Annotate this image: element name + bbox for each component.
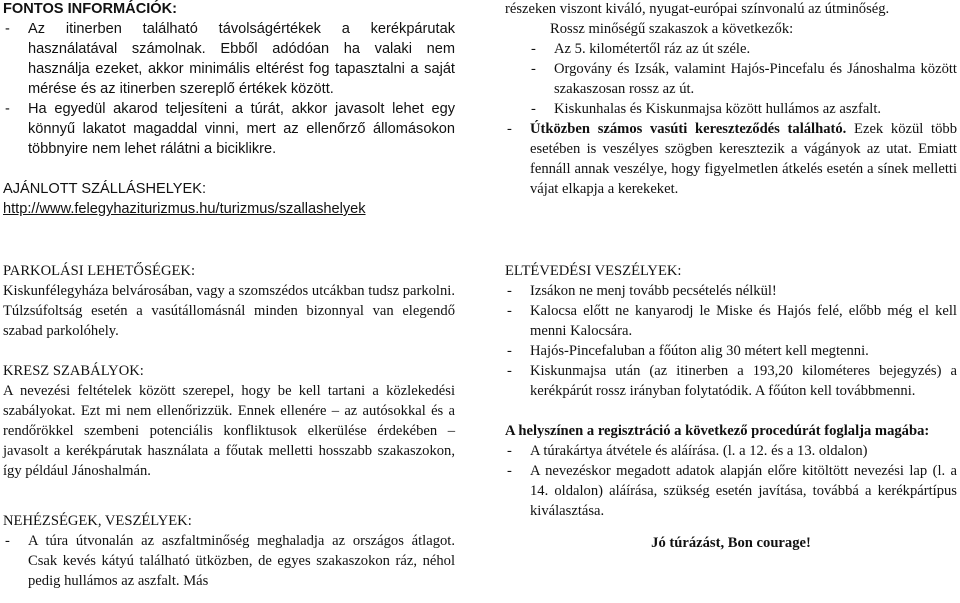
kresz-text: A nevezési feltételek között szerepel, hogy be kell tartani a közlekedési szabályokat. Ezt mi nem ellenőrizzük. Ennek ellenére – az autósokkal és a rendőrökkel szembeni potenciális konfliktusok elkerülése érdekében – javasolt a kerékpárutak használata a főutak melletti hosszabb szakaszokon, így például Jánoshalmán.	[3, 383, 455, 479]
list-item: - Kalocsa előtt ne kanyarodj le Miske és Hajós felé, előbb még el kell menni Kalocsára.	[507, 303, 957, 339]
parking-text: Kiskunfélegyháza belvárosában, vagy a szomszédos utcákban tudsz parkolni. Túlzsúfoltság esetén a vasútállomásnál minden bizonnyal van elegendő szabad parkolóhely.	[3, 283, 455, 339]
kresz-title: KRESZ SZABÁLYOK:	[3, 363, 144, 379]
list-item: - Ha egyedül akarod teljesíteni a túrát, akkor javasolt lehet egy könnyű lakatot magaddal vinni, mert az ellenőrző állomásokon többnyire nem lehet rálátni a biciklikre.	[5, 101, 455, 157]
bottom-left-column	[3, 261, 455, 591]
lodging-link[interactable]: http://www.felegyhaziturizmus.hu/turizmus/szallashelyek	[3, 201, 366, 217]
list-item: - Kiskunhalas és Kiskunmajsa között hullámos az aszfalt.	[531, 101, 882, 117]
lost-risk-title: ELTÉVEDÉSI VESZÉLYEK:	[505, 263, 682, 279]
registration-title: A helyszínen a regisztráció a következő procedúrát foglalja magába:	[505, 423, 930, 439]
bad-sections-subtitle: Rossz minőségű szakaszok a következők:	[550, 21, 794, 37]
bottom-right-column	[505, 261, 957, 553]
important-info-title: FONTOS INFORMÁCIÓK:	[3, 1, 178, 17]
lodging-title: AJÁNLOTT SZÁLLÁSHELYEK:	[3, 181, 207, 197]
list-item: - Izsákon ne menj tovább pecsételés nélkül!	[507, 283, 777, 299]
railway-crossing-warning: Útközben számos vasúti kereszteződés található.	[530, 121, 847, 137]
road-quality-intro: részeken viszont kiváló, nyugat-európai színvonalú az útminőség.	[505, 1, 890, 17]
list-item: - A túrakártya átvétele és aláírása. (l. a 12. és a 13. oldalon)	[507, 443, 868, 459]
closing-greeting: Jó túrázást, Bon courage!	[651, 535, 811, 551]
difficulties-title: NEHÉZSÉGEK, VESZÉLYEK:	[3, 513, 192, 529]
railway-crossing-item: - Útközben számos vasúti kereszteződés található. Ezek közül több esetében is veszélyes szögben keresztezik a vágányok az utat. Emiatt fennáll annak veszélye, hogy figyelmetlen átkelés esetén a sínek melletti vájat elkapja a kerekeket.	[507, 121, 958, 197]
list-item: - Kiskunmajsa után (az itinerben a 193,20 kilométeres bejegyzés) a kerékpárút rossz irányban folytatódik. A főúton kell továbbmenni.	[507, 363, 957, 399]
road-quality-section	[505, 0, 957, 199]
list-item: - A nevezéskor megadott adatok alapján előre kitöltött nevezési lap (l. a 14. oldalon) aláírása, szükség esetén javítása, továbbá a kerékpártípus kiválasztása.	[507, 463, 957, 519]
list-item: - Az itinerben található távolságértékek a kerékpárutak használatával számolnak. Ebből adódóan ha valaki nem használja ezeket, akkor minimális eltérést fog tapasztalni a saját mérése és az itinerben szereplő értékek között.	[5, 21, 455, 97]
list-item: - Orgovány és Izsák, valamint Hajós-Pincefalu és Jánoshalma között szakaszosan rossz az út.	[531, 61, 957, 97]
parking-title: PARKOLÁSI LEHETŐSÉGEK:	[3, 263, 196, 279]
important-info-section	[3, 0, 455, 219]
list-item: - A túra útvonalán az aszfaltminőség meghaladja az országos átlagot. Csak kevés kátyú található ütközben, de egyes szakaszokon ráz, néhol pedig hullámos az aszfalt. Más	[5, 533, 455, 589]
list-item: - Az 5. kilométertől ráz az út széle.	[531, 41, 751, 57]
list-item: - Hajós-Pincefaluban a főúton alig 30 métert kell megtenni.	[507, 343, 869, 359]
